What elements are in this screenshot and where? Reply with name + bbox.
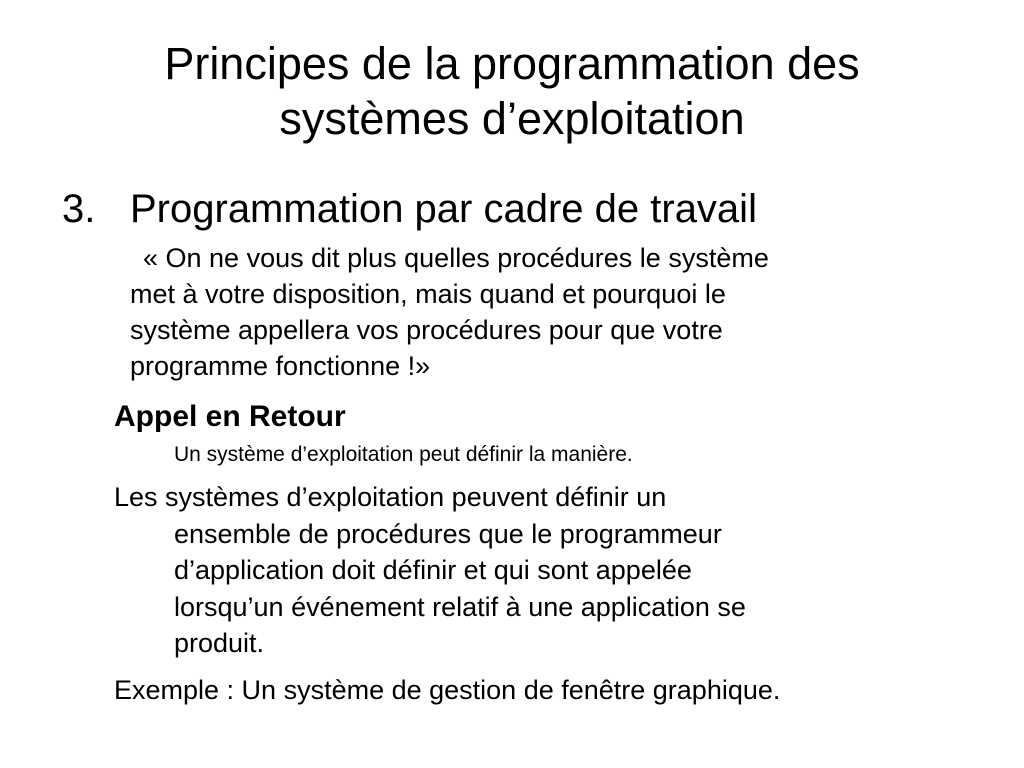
slide-title-line-1: Principes de la programmation des <box>164 38 860 89</box>
paragraph-line-1: Les systèmes d’exploitation peuvent définir un <box>114 482 667 512</box>
quote-line-4: programme fonctionne !» <box>130 351 431 381</box>
section-heading <box>62 183 757 235</box>
subheading-callback: Appel en Retour <box>114 400 346 433</box>
paragraph-line-5: produit. <box>174 628 265 658</box>
slide-title <box>0 36 1024 146</box>
paragraph-line-4: lorsqu’un événement relatif à une application se <box>174 591 746 622</box>
quote-block <box>130 240 950 384</box>
quote-line-3: système appellera vos procédures pour que votre <box>130 315 723 345</box>
section-heading-text: Programmation par cadre de travail <box>130 187 757 231</box>
example-line: Exemple : Un système de gestion de fenêtre graphique. <box>114 675 781 705</box>
quote-line-2: met à votre disposition, mais quand et pourquoi le <box>130 279 726 309</box>
paragraph-line-2: ensemble de procédures que le programmeur <box>174 518 722 549</box>
subheading-note: Un système d’exploitation peut définir la manière. <box>174 443 633 466</box>
quote-line-1: « On ne vous dit plus quelles procédures le système <box>143 243 769 273</box>
paragraph-block <box>114 479 746 662</box>
slide-title-line-2: systèmes d’exploitation <box>279 93 745 144</box>
paragraph-line-3: d’application doit définir et qui sont appelée <box>174 555 692 585</box>
section-number: 3. <box>62 187 96 231</box>
